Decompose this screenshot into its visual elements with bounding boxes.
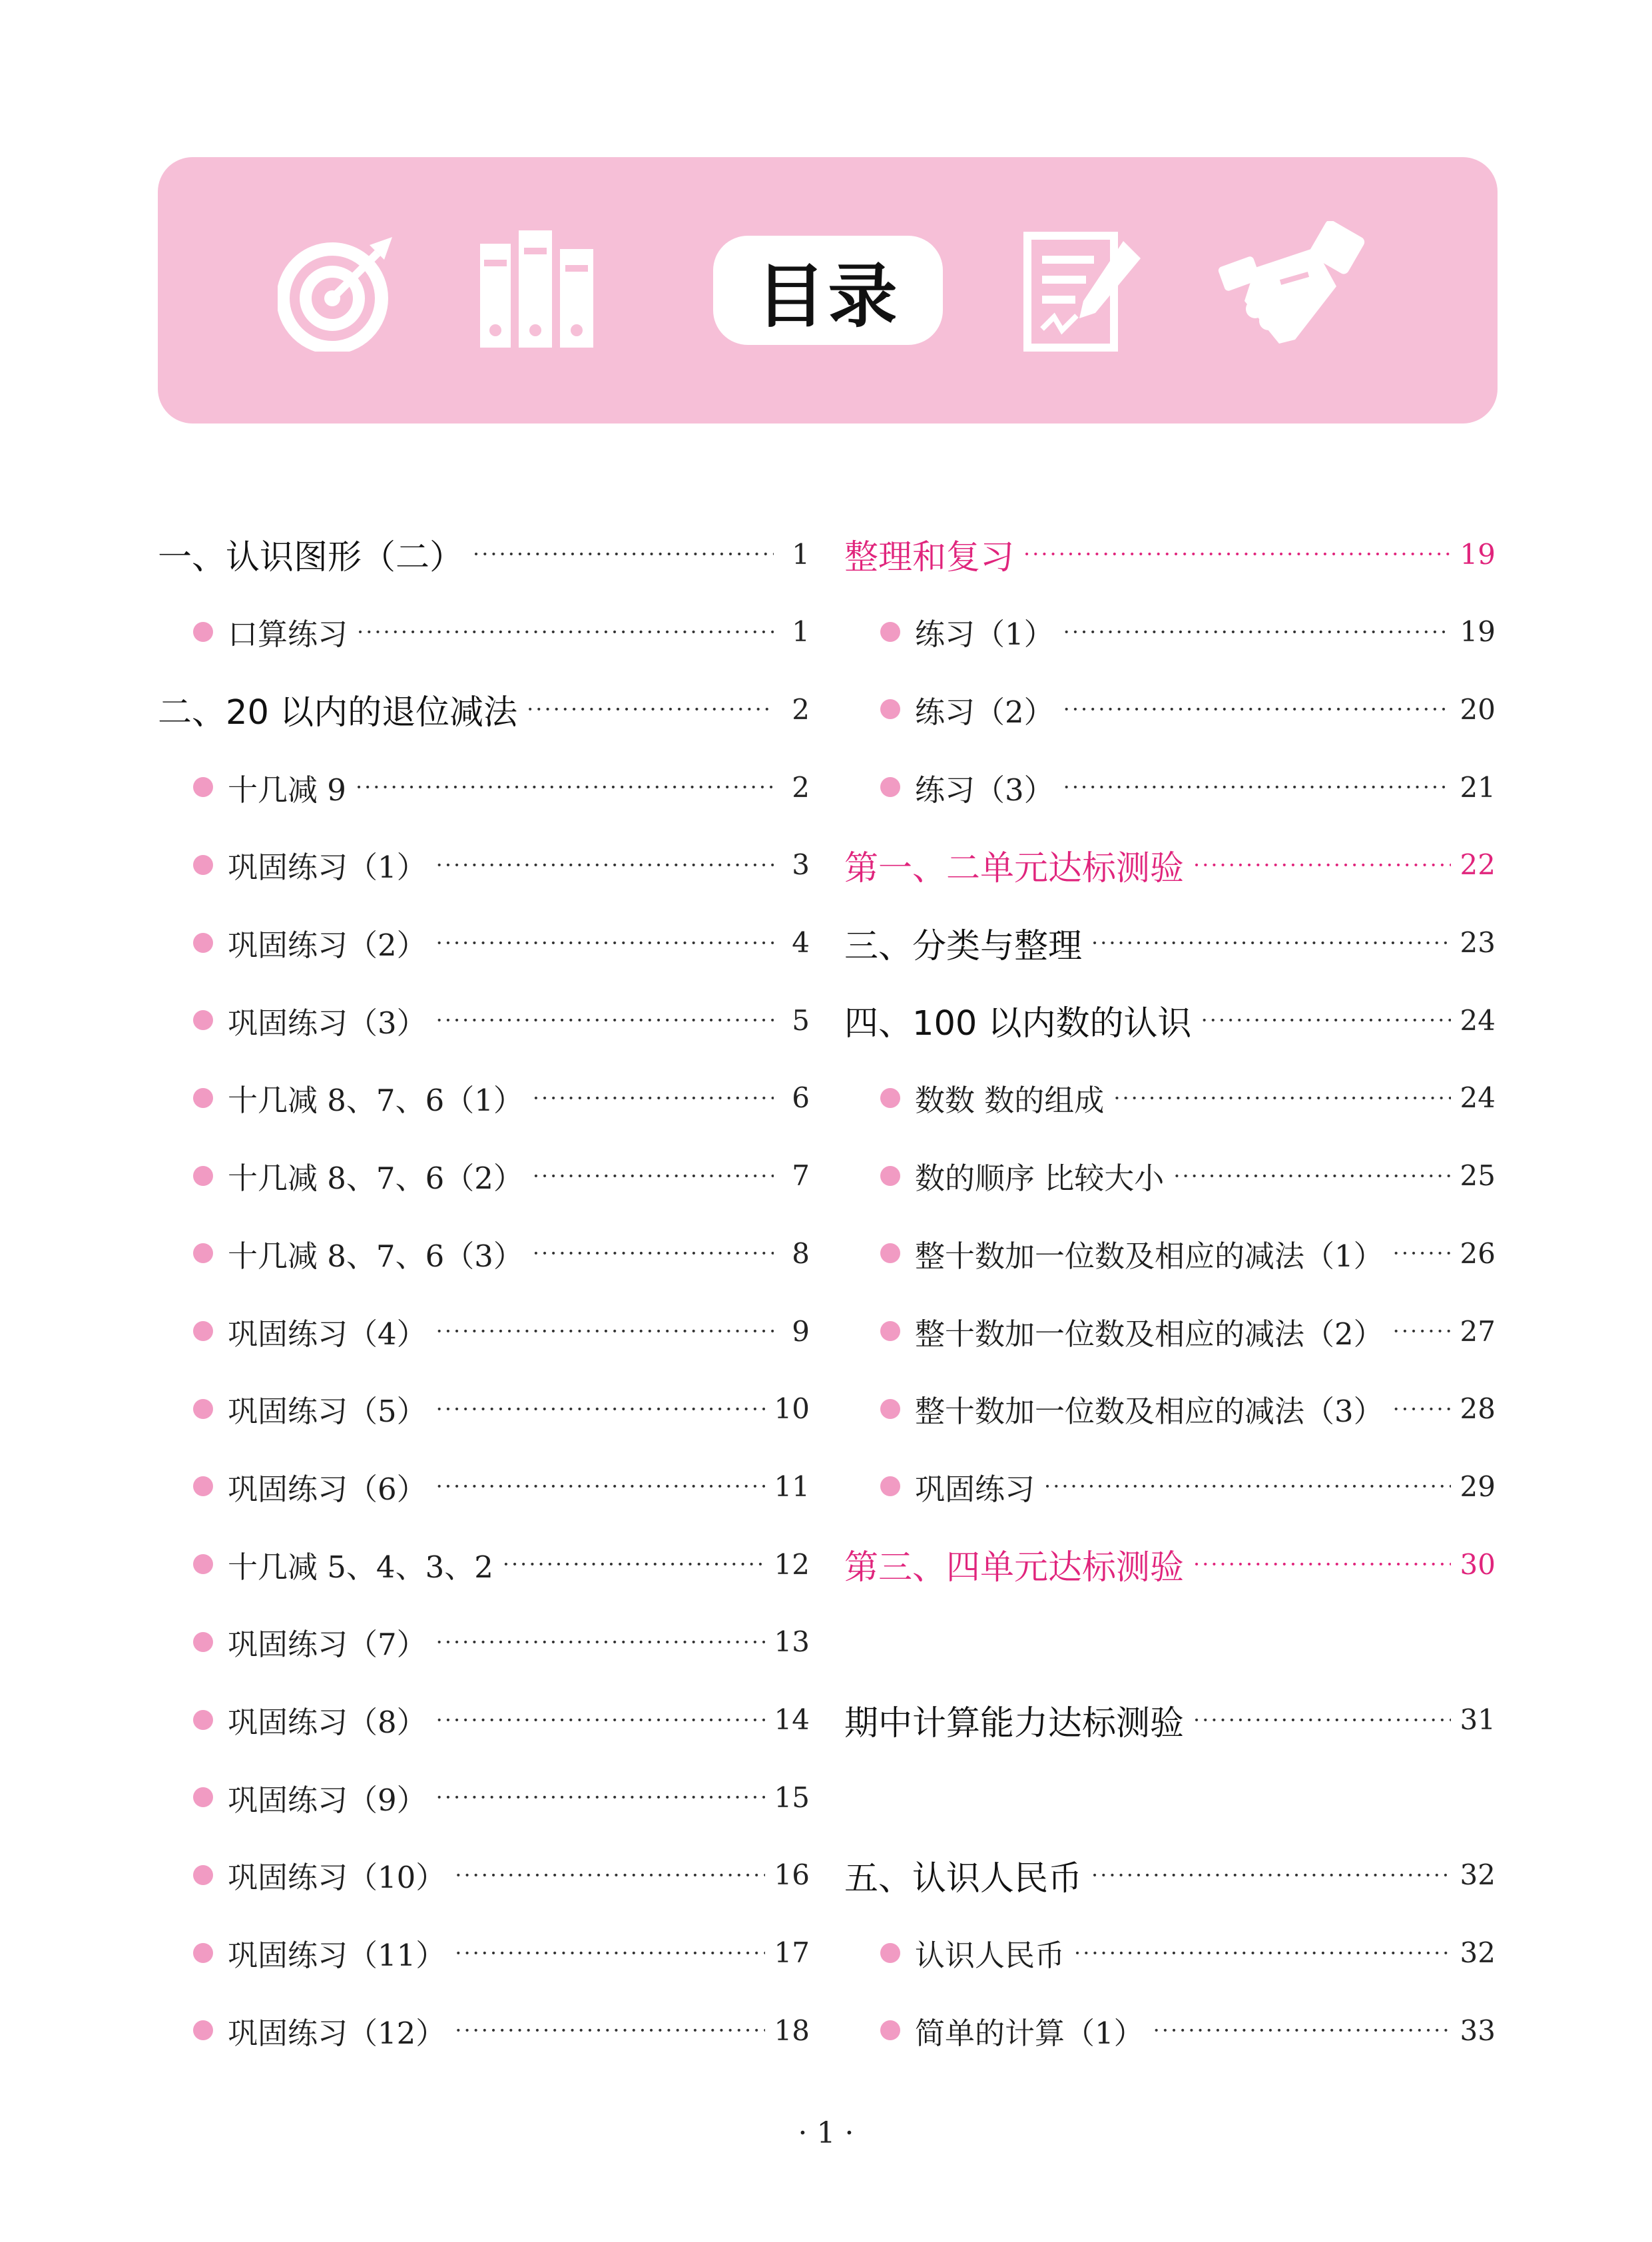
toc-page-number: 32	[1460, 1858, 1496, 1892]
bullet-icon	[880, 1476, 900, 1496]
notepad-pen-icon	[1023, 232, 1143, 352]
toc-page-number: 6	[792, 1081, 810, 1115]
toc-entry[interactable]	[193, 2004, 810, 2057]
dot-leader	[1091, 930, 1451, 956]
toc-page-number: 29	[1460, 1470, 1496, 1503]
toc-entry-label: 巩固练习（1）	[228, 850, 427, 886]
toc-section[interactable]	[844, 1538, 1496, 1591]
toc-page-number: 12	[774, 1547, 810, 1581]
toc-page-number: 24	[1460, 1081, 1496, 1115]
toc-entry-label: 认识人民币	[915, 1938, 1065, 1974]
target-icon	[278, 232, 398, 352]
toc-page-number: 14	[774, 1703, 810, 1736]
dot-leader	[436, 1396, 765, 1422]
dot-leader	[527, 696, 774, 722]
dot-leader	[1153, 2017, 1451, 2044]
dot-leader	[1193, 1707, 1451, 1733]
toc-page-number: 9	[792, 1314, 810, 1348]
toc-entry-label: 巩固练习（11）	[228, 1938, 446, 1974]
toc-page-number: 1	[792, 537, 810, 571]
dot-leader	[533, 1163, 774, 1189]
toc-entry-label: 三、分类与整理	[844, 926, 1083, 966]
bullet-icon	[880, 1399, 900, 1419]
toc-page-number: 17	[774, 1936, 810, 1970]
dot-leader	[1393, 1396, 1451, 1422]
dot-leader	[436, 1629, 765, 1655]
toc-entry-label: 巩固练习（7）	[228, 1627, 427, 1663]
bullet-icon	[193, 1088, 213, 1108]
bullet-icon	[880, 622, 900, 642]
toc-entry-label: 巩固练习（6）	[228, 1471, 427, 1507]
toc-entry-label: 巩固练习	[915, 1471, 1035, 1507]
bullet-icon	[193, 933, 213, 953]
toc-page-number: 31	[1460, 1703, 1496, 1736]
dot-leader	[436, 852, 774, 878]
dot-leader	[1063, 619, 1451, 645]
bullet-icon	[880, 1088, 900, 1108]
toc-section[interactable]	[844, 916, 1496, 970]
toc-entry-label: 整十数加一位数及相应的减法（2）	[915, 1316, 1384, 1352]
bullet-icon	[193, 1476, 213, 1496]
dot-leader	[473, 541, 774, 567]
toc-entry[interactable]	[193, 1460, 810, 1513]
dot-leader	[436, 1007, 774, 1033]
binders-icon	[479, 229, 599, 349]
toc-entry-label: 期中计算能力达标测验	[844, 1703, 1185, 1743]
toc-entry-label: 巩固练习（3）	[228, 1005, 427, 1041]
toc-entry-label: 十几减 8、7、6（1）	[228, 1083, 523, 1119]
dot-leader	[1074, 1940, 1451, 1966]
page-number: · 1 ·	[798, 2116, 854, 2150]
toc-page-number: 21	[1460, 770, 1496, 804]
toc-page-number: 30	[1460, 1547, 1496, 1581]
toc-page-number: 10	[774, 1392, 810, 1426]
toc-entry-label: 简单的计算（1）	[915, 2015, 1144, 2051]
bullet-icon	[193, 1554, 213, 1574]
toc-entry[interactable]	[193, 1771, 810, 1824]
dot-leader	[503, 1551, 765, 1577]
toc-page-number: 22	[1460, 848, 1496, 882]
toc-entry-label: 十几减 8、7、6（2）	[228, 1161, 523, 1197]
bullet-icon	[193, 1321, 213, 1341]
toc-page-number: 19	[1460, 537, 1496, 571]
bullet-icon	[193, 1787, 213, 1807]
dot-leader	[1113, 1085, 1450, 1111]
bullet-icon	[193, 1865, 213, 1885]
bullet-icon	[880, 1166, 900, 1186]
toc-title-text: 目录	[756, 255, 900, 337]
dot-leader	[1173, 1163, 1450, 1189]
bullet-icon	[193, 777, 213, 797]
toc-entry-label: 二、20 以内的退位减法	[158, 693, 518, 733]
dot-leader	[1393, 1240, 1451, 1266]
toc-page-number: 23	[1460, 926, 1496, 959]
toc-entry-label: 数数 数的组成	[915, 1083, 1105, 1119]
toc-page-number: 18	[774, 2014, 810, 2047]
bullet-icon	[193, 1632, 213, 1652]
dot-leader	[533, 1240, 774, 1266]
toc-page-number: 33	[1460, 2014, 1496, 2047]
dot-leader	[1393, 1318, 1451, 1344]
dot-leader	[1091, 1862, 1451, 1888]
toc-entry[interactable]	[193, 1538, 810, 1591]
toc-entry[interactable]	[193, 760, 810, 814]
toc-page-number: 24	[1460, 1003, 1496, 1037]
toc-entry-label: 十几减 8、7、6（3）	[228, 1238, 523, 1274]
toc-entry-label: 整理和复习	[844, 538, 1015, 577]
toc-entry[interactable]	[193, 1304, 810, 1358]
toc-page-number: 26	[1460, 1237, 1496, 1270]
toc-entry-label: 整十数加一位数及相应的减法（1）	[915, 1238, 1384, 1274]
dot-leader	[1193, 852, 1451, 878]
toc-entry[interactable]	[880, 760, 1496, 814]
toc-page-number: 32	[1460, 1936, 1496, 1970]
toc-entry[interactable]	[880, 1460, 1496, 1513]
header-banner	[158, 157, 1498, 423]
bullet-icon	[193, 855, 213, 875]
toc-page-number: 25	[1460, 1159, 1496, 1193]
toc-entry[interactable]	[193, 1693, 810, 1747]
toc-entry-label: 巩固练习（10）	[228, 1860, 446, 1896]
toc-entry[interactable]	[880, 1149, 1496, 1203]
dot-leader	[436, 1707, 765, 1733]
toc-page-number: 7	[792, 1159, 810, 1193]
toc-entry[interactable]	[193, 1615, 810, 1669]
toc-entry-label: 练习（3）	[915, 772, 1054, 808]
toc-entry-label: 十几减 5、4、3、2	[228, 1549, 493, 1585]
toc-entry-label: 十几减 9	[228, 772, 346, 808]
bullet-icon	[193, 1243, 213, 1263]
toc-entry-label: 四、100 以内数的认识	[844, 1004, 1192, 1044]
toc-entry-label: 巩固练习（4）	[228, 1316, 427, 1352]
toc-entry[interactable]	[880, 1382, 1496, 1436]
dot-leader	[436, 1318, 774, 1344]
toc-entry-label: 第一、二单元达标测验	[844, 848, 1185, 888]
toc-page-number: 2	[792, 770, 810, 804]
bullet-icon	[880, 699, 900, 719]
toc-entry-label: 第三、四单元达标测验	[844, 1548, 1185, 1588]
toc-entry[interactable]	[193, 1071, 810, 1125]
bullet-icon	[193, 1710, 213, 1730]
toc-page-number: 13	[774, 1625, 810, 1659]
toc-page-number: 16	[774, 1858, 810, 1892]
toc-entry-label: 巩固练习（5）	[228, 1394, 427, 1430]
toc-section[interactable]	[844, 993, 1496, 1047]
bullet-icon	[193, 2020, 213, 2040]
bullet-icon	[880, 1243, 900, 1263]
dot-leader	[455, 2017, 764, 2044]
bullet-icon	[193, 622, 213, 642]
toc-page-number: 1	[792, 615, 810, 649]
toc-title	[713, 236, 943, 345]
toc-page-number: 27	[1460, 1314, 1496, 1348]
toc-page-number: 20	[1460, 693, 1496, 726]
toc-entry[interactable]	[880, 1304, 1496, 1358]
bullet-icon	[880, 1321, 900, 1341]
toc-page-number: 5	[792, 1003, 810, 1037]
toc-page-number: 19	[1460, 615, 1496, 649]
bullet-icon	[193, 1943, 213, 1963]
toc-page-number: 28	[1460, 1392, 1496, 1426]
bullet-icon	[880, 777, 900, 797]
toc-entry-label: 巩固练习（8）	[228, 1705, 427, 1740]
toc-entry-label: 巩固练习（12）	[228, 2015, 446, 2051]
toc-entry[interactable]	[193, 1926, 810, 1980]
toc-entry-label: 数的顺序 比较大小	[915, 1161, 1165, 1197]
toc-entry[interactable]	[193, 838, 810, 892]
toc-entry-label: 巩固练习（9）	[228, 1782, 427, 1818]
toc-page-number: 2	[792, 693, 810, 726]
toc-entry[interactable]	[193, 1149, 810, 1203]
dot-leader	[455, 1862, 764, 1888]
toc-page-number: 8	[792, 1237, 810, 1270]
toc-page-number: 3	[792, 848, 810, 882]
toc-entry-label: 五、认识人民币	[844, 1858, 1083, 1898]
toc-section[interactable]	[844, 838, 1496, 892]
dot-leader	[533, 1085, 774, 1111]
dot-leader	[436, 1473, 765, 1500]
toc-section[interactable]	[158, 683, 810, 736]
toc-section[interactable]	[844, 527, 1496, 581]
dot-leader	[356, 774, 774, 800]
toc-entry-label: 巩固练习（2）	[228, 928, 427, 963]
toc-entry[interactable]	[880, 1227, 1496, 1280]
dot-leader	[1201, 1007, 1451, 1033]
toc-section[interactable]	[844, 1848, 1496, 1902]
toc-entry[interactable]	[193, 993, 810, 1047]
bullet-icon	[193, 1166, 213, 1186]
toc-entry[interactable]	[880, 605, 1496, 659]
dot-leader	[455, 1940, 764, 1966]
toc-entry[interactable]	[880, 1926, 1496, 1980]
toc-entry[interactable]	[193, 1382, 810, 1436]
dot-leader	[436, 930, 774, 956]
dot-leader	[1193, 1551, 1451, 1577]
dot-leader	[1023, 541, 1451, 567]
toc-entry[interactable]	[193, 916, 810, 970]
toc-entry-label: 口算练习	[228, 617, 348, 653]
dot-leader	[1063, 774, 1451, 800]
bullet-icon	[880, 2020, 900, 2040]
toc-page-number: 15	[774, 1781, 810, 1814]
toc-entry[interactable]	[193, 1227, 810, 1280]
toc-page-number: 4	[792, 926, 810, 959]
dot-leader	[1063, 696, 1451, 722]
bullet-icon	[880, 1943, 900, 1963]
dot-leader	[436, 1784, 765, 1811]
bullet-icon	[193, 1010, 213, 1030]
handshake-icon	[1215, 221, 1368, 354]
toc-section[interactable]	[844, 1693, 1496, 1747]
bullet-icon	[193, 1399, 213, 1419]
toc-entry[interactable]	[193, 605, 810, 659]
toc-page-number: 11	[774, 1470, 810, 1503]
dot-leader	[1044, 1473, 1451, 1500]
dot-leader	[357, 619, 774, 645]
toc-entry[interactable]	[880, 2004, 1496, 2057]
toc-entry-label: 整十数加一位数及相应的减法（3）	[915, 1394, 1384, 1430]
toc-entry[interactable]	[880, 683, 1496, 736]
toc-entry-label: 一、认识图形（二）	[158, 538, 464, 577]
toc-entry[interactable]	[193, 1848, 810, 1902]
toc-entry-label: 练习（2）	[915, 694, 1054, 730]
toc-section[interactable]	[158, 527, 810, 581]
toc-entry[interactable]	[880, 1071, 1496, 1125]
toc-entry-label: 练习（1）	[915, 617, 1054, 653]
